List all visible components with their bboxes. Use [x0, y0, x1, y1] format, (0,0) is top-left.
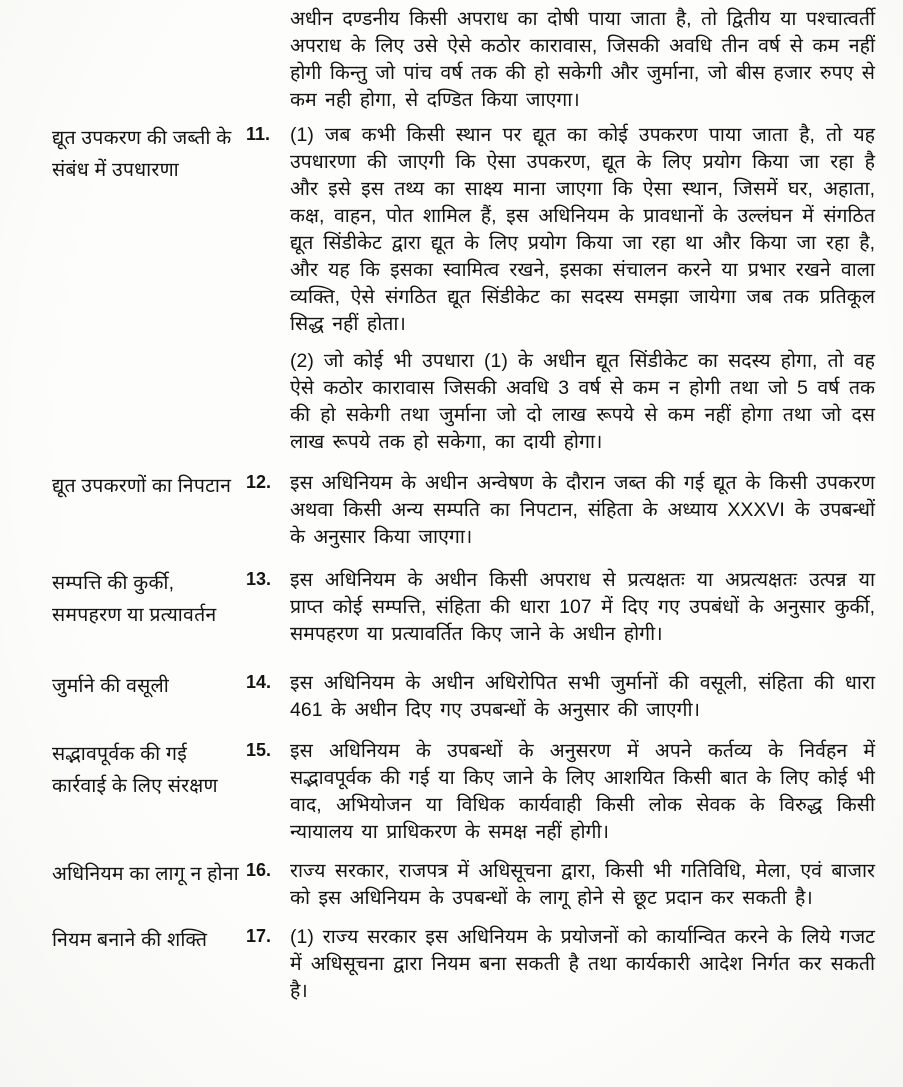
section-row-15	[0, 738, 903, 846]
continuation-paragraph: अधीन दण्डनीय किसी अपराध का दोषी पाया जाता है, तो द्वितीय या पश्चात्वर्ती अपराध के लिए उसे ऐसे कठोर कारावास, जिसकी अवधि तीन वर्ष से कम नहीं होगी किन्तु जो पांच वर्ष तक की हो सकेगी और जुर्माना, जो बीस हजार रुपए से कम नही होगा, से दण्डित किया जाएगा।	[290, 8, 875, 111]
section-row-16	[0, 858, 903, 912]
section-paragraph: इस अधिनियम के अधीन अधिरोपित सभी जुर्मानों की वसूली, संहिता की धारा 461 के अधीन दिए गए उपबन्धों के अनुसार की जाएगी।	[290, 672, 875, 721]
section-body	[290, 738, 875, 846]
margin-note: सद्भावपूर्वक की गई कार्रवाई के लिए संरक्षण	[52, 743, 218, 797]
section-number: 14.	[246, 672, 272, 692]
section-paragraph: राज्य सरकार, राजपत्र में अधिसूचना द्वारा, किसी भी गतिविधि, मेला, एवं बाजार को इस अधिनियम के उपबन्धों के लागू होने से छूट प्रदान कर सकती है।	[290, 860, 875, 909]
section-number: 12.	[246, 472, 272, 492]
section-number: 16.	[246, 860, 272, 880]
margin-note: सम्पत्ति की कुर्की, समपहरण या प्रत्यावर्तन	[52, 572, 217, 626]
section-paragraph: (1) राज्य सरकार इस अधिनियम के प्रयोजनों को कार्यान्वित करने के लिये गजट में अधिसूचना द्वारा नियम बना सकती है तथा कार्यकारी आदेश निर्गत कर सकती है।	[290, 926, 875, 1002]
section-number: 17.	[246, 926, 272, 946]
section-body	[290, 470, 875, 551]
section-row-12	[0, 470, 903, 551]
margin-note: द्यूत उपकरण की जब्ती के संबंध में उपधारणा	[52, 127, 232, 181]
section-paragraph: इस अधिनियम के अधीन अन्वेषण के दौरान जब्त की गई द्यूत के किसी उपकरण अथवा किसी अन्य सम्पति का निपटान, संहिता के अध्याय XXXVI के उपबन्धों के अनुसार किया जाएगा।	[290, 472, 875, 548]
section-body	[290, 670, 875, 724]
section-body	[290, 858, 875, 912]
section-paragraph: (1) जब कभी किसी स्थान पर द्यूत का कोई उपकरण पाया जाता है, तो यह उपधारणा की जाएगी कि ऐसा उपकरण, द्यूत के लिए प्रयोग किया जा रहा है और इसे इस तथ्य का साक्ष्य माना जाएगा कि ऐसा स्थान, जिसमें घर, अहाता, कक्ष, वाहन, पोत शामिल हैं, इस अधिनियम के प्रावधानों के उल्लंघन में संगठित द्यूत सिंडीकेट द्वारा द्यूत के लिए प्रयोग किया जा रहा था और किया जा रहा है, और यह कि इसका स्वामित्व रखने, इसका संचालन करने या प्रभार रखने वाला व्यक्ति, ऐसे संगठित द्यूत सिंडीकेट का सदस्य समझा जायेगा जब तक प्रतिकूल सिद्ध नहीं होता।	[290, 124, 875, 335]
section-body	[290, 924, 875, 1005]
margin-note: नियम बनाने की शक्ति	[52, 929, 208, 951]
section-row-13	[0, 567, 903, 648]
section-paragraph: इस अधिनियम के अधीन किसी अपराध से प्रत्यक्षतः या अप्रत्यक्षतः उत्पन्न या प्राप्त कोई सम्पत्ति, संहिता की धारा 107 में दिए गए उपबंधों के अनुसार कुर्की, समपहरण या प्रत्यावर्तित किए जाने के अधीन होगी।	[290, 569, 875, 645]
section-paragraph: (2) जो कोई भी उपधारा (1) के अधीन द्यूत सिंडीकेट का सदस्य होगा, तो वह ऐसे कठोर कारावास जिसकी अवधि 3 वर्ष से कम न होगी तथा जो 5 वर्ष तक की हो सकेगी तथा जुर्माना जो दो लाख रूपये से कम नहीं होगा तथा जो दस लाख रूपये तक हो सकेगा, का दायी होगा।	[290, 350, 875, 453]
margin-note: जुर्माने की वसूली	[52, 675, 169, 697]
section-row-14	[0, 670, 903, 724]
margin-note: द्यूत उपकरणों का निपटान	[52, 475, 232, 497]
section-row-11	[0, 122, 903, 456]
section-number: 11.	[246, 124, 271, 144]
section-body	[290, 122, 875, 456]
section-body	[290, 567, 875, 648]
section-paragraph: इस अधिनियम के उपबन्धों के अनुसरण में अपने कर्तव्य के निर्वहन में सद्भावपूर्वक की गई या किए जाने के लिए आशयित किसी बात के लिए कोई भी वाद, अभियोजन या विधिक कार्यवाही किसी लोक सेवक के विरुद्ध किसी न्यायालय या प्राधिकरण के समक्ष नहीं होगी।	[290, 740, 875, 843]
margin-note: अधिनियम का लागू न होना	[52, 863, 239, 885]
section-number: 15.	[246, 740, 272, 760]
section-number: 13.	[246, 569, 272, 589]
section-row-17	[0, 924, 903, 1005]
